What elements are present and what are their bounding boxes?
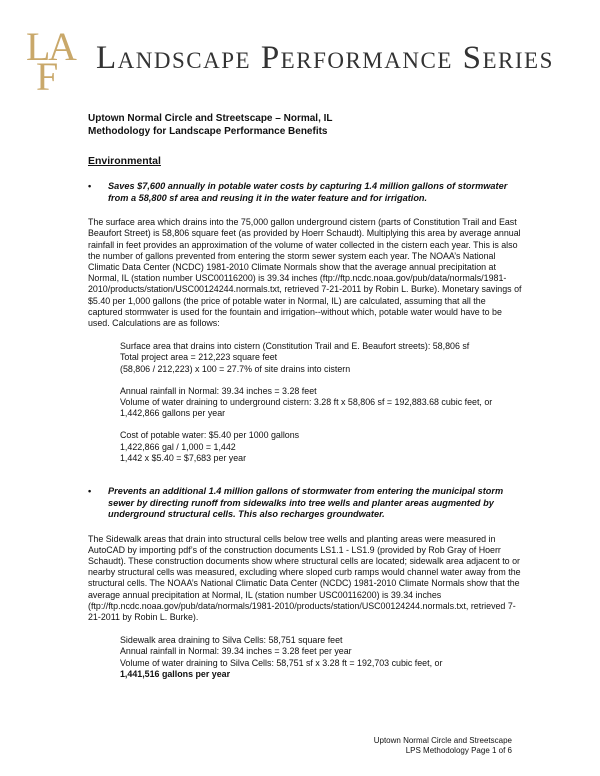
bullet-icon: •: [88, 486, 92, 497]
calc-line: Cost of potable water: $5.40 per 1000 gallons: [120, 430, 300, 441]
doc-title-line1: Uptown Normal Circle and Streetscape – Normal, IL: [88, 113, 333, 124]
page-footer: [374, 736, 512, 756]
calc-line: Total project area = 212,223 square feet: [120, 352, 278, 363]
svg-text:L: L: [26, 24, 51, 69]
footer-line2: LPS Methodology Page 1 of 6: [405, 746, 512, 755]
svg-text:F: F: [36, 54, 59, 90]
doc-title-line2: Methodology for Landscape Performance Benefits: [88, 126, 328, 137]
calc-line: Annual rainfall in Normal: 39.34 inches = 3.28 feet: [120, 385, 317, 396]
calc-line: Volume of water draining to Silva Cells: 58,751 sf x 3.28 ft = 192,703 cubic feet, or: [120, 657, 443, 668]
series-title: Landscape Performance Series: [96, 40, 554, 76]
paragraph: The surface area which drains into the 75,000 gallon underground cistern (parts of Constitution Trail and East Beaufort Street) is 58,806 square feet (as provided by Hoerr Schaudt). Multiplying this area by average annual rainfall in feet provides an approximation of the volume of water collected in the cistern each year. This is also the number of gallons prevented from entering the storm sewer system each year. The NOAA’s National Climatic Data Center (NCDC) 1981-2010 Climate Normals show that the average annual precipitation at Normal, IL (station number USC00116200) is 39.34 inches (ftp://ftp.ncdc.noaa.gov/pub/data/normals/1981-2010/products/station/USC00124244.normals.txt, retrieved 7-21-2011 by Robin L. Burke). Monetary savings of $5.40 per 1,000 gallons (the price of potable water in Normal, IL) are calculated, assuming that all the captured stormwater is used for the fountain and irrigation--without which, potable water would have to be used. Calculations are as follows:: [88, 217, 522, 329]
calc-line: (58,806 / 212,223) x 100 = 27.7% of site drains into cistern: [120, 363, 351, 374]
calc-line: Sidewalk area draining to Silva Cells: 58,751 square feet: [120, 635, 343, 646]
laf-logo: [26, 24, 86, 90]
calc-line: Surface area that drains into cistern (Constitution Trail and E. Beaufort streets): 58,806 sf: [120, 341, 470, 352]
benefit-text: Prevents an additional 1.4 million gallons of stormwater from entering the municipal storm sewer by directing runoff from sidewalks into tree wells and planter areas augmented by underground structural cells. This also recharges groundwater.: [108, 486, 504, 520]
calc-line-bold: 1,441,516 gallons per year: [120, 668, 231, 679]
benefit-bullet: [88, 486, 522, 521]
benefit-bullet: [88, 181, 522, 204]
calc-line: 1,442 x $5.40 = $7,683 per year: [120, 452, 247, 463]
calculation-block: [120, 341, 522, 464]
calc-line: 1,422,866 gal / 1,000 = 1,442: [120, 441, 236, 452]
calculation-block: [120, 635, 522, 680]
svg-text:A: A: [48, 24, 77, 69]
paragraph: The Sidewalk areas that drain into structural cells below tree wells and planting areas were measured in AutoCAD by importing pdf’s of the construction documents LS1.1 - LS1.9 (provided by Rob Gray of Hoerr Schaudt). These construction documents show where structural cells are located; sidewalk area adjacent to or nearby structural cells was measured, excluding where sloped curb ramps would channel water away from the structural cells. The NOAA’s National Climatic Data Center (NCDC) 1981-2010 Climate Normals show that the average annual precipitation at Normal, IL (station number USC00116200) is 39.34 inches (ftp://ftp.ncdc.noaa.gov/pub/data/normals/1981-2010/products/station/USC00124244.normals.txt, retrieved 7-21-2011 by Robin L. Burke).: [88, 533, 521, 622]
benefit-text: Saves $7,600 annually in potable water costs by capturing 1.4 million gallons of stormwater from a 58,800 sf area and reusing it in the water feature and for irrigation.: [108, 181, 508, 203]
calc-line: Annual rainfall in Normal: 39.34 inches = 3.28 feet per year: [120, 646, 352, 657]
bullet-icon: •: [88, 181, 92, 192]
footer-line1: Uptown Normal Circle and Streetscape: [373, 736, 512, 745]
calc-line: Volume of water draining to underground cistern: 3.28 ft x 58,806 sf = 192,883.68 cubic feet, or 1,442,866 gallons per year: [120, 397, 493, 419]
section-heading: Environmental: [88, 155, 161, 167]
document-body: [88, 112, 522, 680]
